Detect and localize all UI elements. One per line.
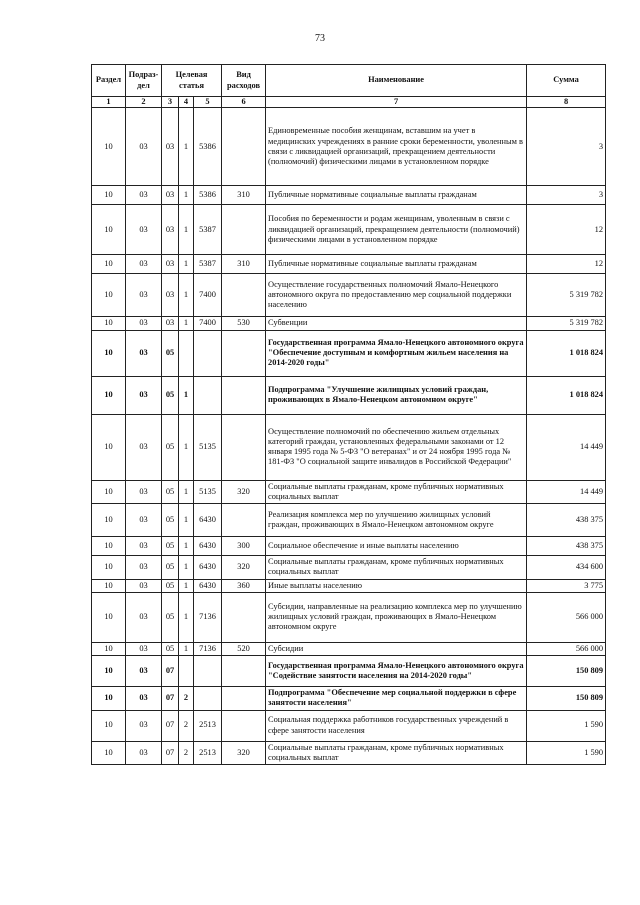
subprogram-code-cell: 1 [179,642,194,655]
direction-code-cell [194,376,222,414]
expense-type-cell [222,504,266,537]
podrazdel-cell: 03 [126,205,162,255]
header-podrazdel: Подраз-дел [126,65,162,97]
sum-cell: 566 000 [527,592,606,642]
table-row [92,710,606,741]
program-code-cell: 03 [162,317,179,330]
expense-type-cell [222,414,266,480]
sum-cell: 1 018 824 [527,376,606,414]
podrazdel-cell: 03 [126,330,162,376]
sum-cell: 3 775 [527,579,606,592]
program-code-cell: 03 [162,186,179,205]
podrazdel-cell: 03 [126,255,162,274]
sum-cell: 14 449 [527,480,606,504]
expense-type-cell: 530 [222,317,266,330]
razdel-cell: 10 [92,205,126,255]
razdel-cell: 10 [92,108,126,186]
program-code-cell: 05 [162,480,179,504]
direction-code-cell: 6430 [194,556,222,580]
subprogram-code-cell: 1 [179,537,194,556]
expense-type-cell: 320 [222,480,266,504]
subprogram-code-cell [179,656,194,687]
table-row [92,205,606,255]
program-code-cell: 07 [162,687,179,711]
subprogram-code-cell: 1 [179,205,194,255]
subprogram-code-cell: 1 [179,579,194,592]
sum-cell: 438 375 [527,537,606,556]
direction-code-cell: 2513 [194,741,222,765]
sum-cell: 3 [527,108,606,186]
direction-code-cell: 5386 [194,186,222,205]
subprogram-code-cell: 1 [179,255,194,274]
podrazdel-cell: 03 [126,579,162,592]
header-celevaya: Целевая статья [162,65,222,97]
sum-cell: 438 375 [527,504,606,537]
direction-code-cell: 7400 [194,274,222,317]
expense-type-cell [222,656,266,687]
program-code-cell: 05 [162,592,179,642]
podrazdel-cell: 03 [126,537,162,556]
razdel-cell: 10 [92,537,126,556]
sum-cell: 14 449 [527,414,606,480]
subprogram-code-cell: 1 [179,414,194,480]
header-razdel: Раздел [92,65,126,97]
name-cell: Единовременные пособия женщинам, вставшим на учет в медицинских учреждениях в ранние сроки беременности, уволенным в связи с ликвидацией организаций, прекращением деятельности (полномочий) физическими лицами в установленном порядке [266,108,527,186]
razdel-cell: 10 [92,317,126,330]
expense-type-cell [222,592,266,642]
razdel-cell: 10 [92,579,126,592]
name-cell: Реализация комплекса мер по улучшению жилищных условий граждан, проживающих в Ямало-Ненецком автономном округе [266,504,527,537]
direction-code-cell: 7400 [194,317,222,330]
table-row [92,504,606,537]
table-row [92,556,606,580]
name-cell: Публичные нормативные социальные выплаты гражданам [266,186,527,205]
table-row [92,592,606,642]
col-number: 8 [527,97,606,108]
razdel-cell: 10 [92,186,126,205]
direction-code-cell: 5386 [194,108,222,186]
podrazdel-cell: 03 [126,504,162,537]
direction-code-cell: 5135 [194,414,222,480]
subprogram-code-cell: 1 [179,317,194,330]
razdel-cell: 10 [92,556,126,580]
razdel-cell: 10 [92,710,126,741]
budget-table [91,64,606,765]
table-row [92,330,606,376]
razdel-cell: 10 [92,642,126,655]
program-code-cell: 05 [162,579,179,592]
sum-cell: 5 319 782 [527,317,606,330]
sum-cell: 1 018 824 [527,330,606,376]
subprogram-code-cell: 1 [179,556,194,580]
subprogram-code-cell [179,330,194,376]
expense-type-cell [222,376,266,414]
razdel-cell: 10 [92,414,126,480]
sum-cell: 150 809 [527,656,606,687]
table-row [92,579,606,592]
table-row [92,741,606,765]
podrazdel-cell: 03 [126,556,162,580]
name-cell: Государственная программа Ямало-Ненецкого автономного округа "Обеспечение доступным и комфортным жильем населения на 2014-2020 годы" [266,330,527,376]
direction-code-cell [194,687,222,711]
podrazdel-cell: 03 [126,480,162,504]
table-row [92,480,606,504]
sum-cell: 1 590 [527,710,606,741]
razdel-cell: 10 [92,741,126,765]
program-code-cell: 03 [162,274,179,317]
expense-type-cell [222,330,266,376]
expense-type-cell: 520 [222,642,266,655]
program-code-cell: 03 [162,205,179,255]
razdel-cell: 10 [92,592,126,642]
col-number: 6 [222,97,266,108]
podrazdel-cell: 03 [126,642,162,655]
expense-type-cell [222,108,266,186]
expense-type-cell [222,710,266,741]
sum-cell: 150 809 [527,687,606,711]
podrazdel-cell: 03 [126,656,162,687]
sum-cell: 434 600 [527,556,606,580]
name-cell: Социальные выплаты гражданам, кроме публичных нормативных социальных выплат [266,556,527,580]
subprogram-code-cell: 2 [179,710,194,741]
sum-cell: 3 [527,186,606,205]
table-row [92,186,606,205]
col-number: 7 [266,97,527,108]
direction-code-cell: 6430 [194,504,222,537]
name-cell: Социальные выплаты гражданам, кроме публичных нормативных социальных выплат [266,741,527,765]
podrazdel-cell: 03 [126,186,162,205]
program-code-cell: 05 [162,556,179,580]
sum-cell: 566 000 [527,642,606,655]
table-row [92,642,606,655]
name-cell: Осуществление государственных полномочий Ямало-Ненецкого автономного округа по предоставлению мер социальной поддержки населению [266,274,527,317]
header-summa: Сумма [527,65,606,97]
program-code-cell: 05 [162,330,179,376]
expense-type-cell [222,205,266,255]
name-cell: Государственная программа Ямало-Ненецкого автономного округа "Содействие занятости населения на 2014-2020 годы" [266,656,527,687]
table-row [92,656,606,687]
program-code-cell: 03 [162,255,179,274]
podrazdel-cell: 03 [126,741,162,765]
column-number-row [92,97,606,108]
podrazdel-cell: 03 [126,710,162,741]
header-vid: Вид расходов [222,65,266,97]
sum-cell: 12 [527,255,606,274]
name-cell: Социальная поддержка работников государственных учреждений в сфере занятости населения [266,710,527,741]
col-number: 5 [194,97,222,108]
podrazdel-cell: 03 [126,687,162,711]
razdel-cell: 10 [92,480,126,504]
expense-type-cell: 300 [222,537,266,556]
subprogram-code-cell: 1 [179,186,194,205]
expense-type-cell [222,687,266,711]
expense-type-cell: 310 [222,255,266,274]
subprogram-code-cell: 2 [179,687,194,711]
program-code-cell: 03 [162,108,179,186]
col-number: 3 [162,97,179,108]
direction-code-cell: 6430 [194,579,222,592]
program-code-cell: 05 [162,537,179,556]
col-number: 4 [179,97,194,108]
subprogram-code-cell: 1 [179,480,194,504]
page-number: 73 [315,33,325,44]
sum-cell: 1 590 [527,741,606,765]
table-row [92,414,606,480]
program-code-cell: 07 [162,710,179,741]
name-cell: Осуществление полномочий по обеспечению жильем отдельных категорий граждан, установленных федеральными законами от 12 января 1995 года № 5-ФЗ "О ветеранах" и от 24 ноября 1995 года № 181-ФЗ "О социальной защите инвалидов в Российской Федерации" [266,414,527,480]
subprogram-code-cell: 1 [179,108,194,186]
program-code-cell: 05 [162,414,179,480]
razdel-cell: 10 [92,376,126,414]
name-cell: Публичные нормативные социальные выплаты гражданам [266,255,527,274]
expense-type-cell [222,274,266,317]
program-code-cell: 07 [162,741,179,765]
sum-cell: 5 319 782 [527,274,606,317]
table-row [92,376,606,414]
header-naim: Наименование [266,65,527,97]
table-row [92,317,606,330]
name-cell: Подпрограмма "Улучшение жилищных условий граждан, проживающих в Ямало-Ненецком автономном округе" [266,376,527,414]
table-row [92,108,606,186]
direction-code-cell: 7136 [194,592,222,642]
header-row [92,65,606,97]
sum-cell: 12 [527,205,606,255]
name-cell: Субсидии, направленные на реализацию комплекса мер по улучшению жилищных условий граждан, проживающих в Ямало-Ненецком автономном округе [266,592,527,642]
expense-type-cell: 360 [222,579,266,592]
table-row [92,687,606,711]
program-code-cell: 05 [162,504,179,537]
direction-code-cell [194,330,222,376]
table-row [92,274,606,317]
direction-code-cell [194,656,222,687]
program-code-cell: 07 [162,656,179,687]
name-cell: Подпрограмма "Обеспечение мер социальной поддержки в сфере занятости населения" [266,687,527,711]
razdel-cell: 10 [92,274,126,317]
table-row [92,537,606,556]
name-cell: Социальные выплаты гражданам, кроме публичных нормативных социальных выплат [266,480,527,504]
podrazdel-cell: 03 [126,274,162,317]
subprogram-code-cell: 1 [179,504,194,537]
direction-code-cell: 6430 [194,537,222,556]
name-cell: Субсидии [266,642,527,655]
expense-type-cell: 320 [222,556,266,580]
name-cell: Иные выплаты населению [266,579,527,592]
razdel-cell: 10 [92,656,126,687]
col-number: 1 [92,97,126,108]
podrazdel-cell: 03 [126,414,162,480]
razdel-cell: 10 [92,504,126,537]
expense-type-cell: 310 [222,186,266,205]
razdel-cell: 10 [92,330,126,376]
name-cell: Пособия по беременности и родам женщинам, уволенным в связи с ликвидацией организаций, прекращением деятельности (полномочий) физическими лицами в установленном порядке [266,205,527,255]
subprogram-code-cell: 2 [179,741,194,765]
name-cell: Субвенции [266,317,527,330]
podrazdel-cell: 03 [126,108,162,186]
subprogram-code-cell: 1 [179,592,194,642]
program-code-cell: 05 [162,376,179,414]
podrazdel-cell: 03 [126,376,162,414]
expense-type-cell: 320 [222,741,266,765]
subprogram-code-cell: 1 [179,376,194,414]
col-number: 2 [126,97,162,108]
direction-code-cell: 5387 [194,255,222,274]
podrazdel-cell: 03 [126,592,162,642]
direction-code-cell: 5387 [194,205,222,255]
subprogram-code-cell: 1 [179,274,194,317]
direction-code-cell: 5135 [194,480,222,504]
direction-code-cell: 7136 [194,642,222,655]
razdel-cell: 10 [92,687,126,711]
podrazdel-cell: 03 [126,317,162,330]
table-row [92,255,606,274]
direction-code-cell: 2513 [194,710,222,741]
name-cell: Социальное обеспечение и иные выплаты населению [266,537,527,556]
program-code-cell: 05 [162,642,179,655]
razdel-cell: 10 [92,255,126,274]
